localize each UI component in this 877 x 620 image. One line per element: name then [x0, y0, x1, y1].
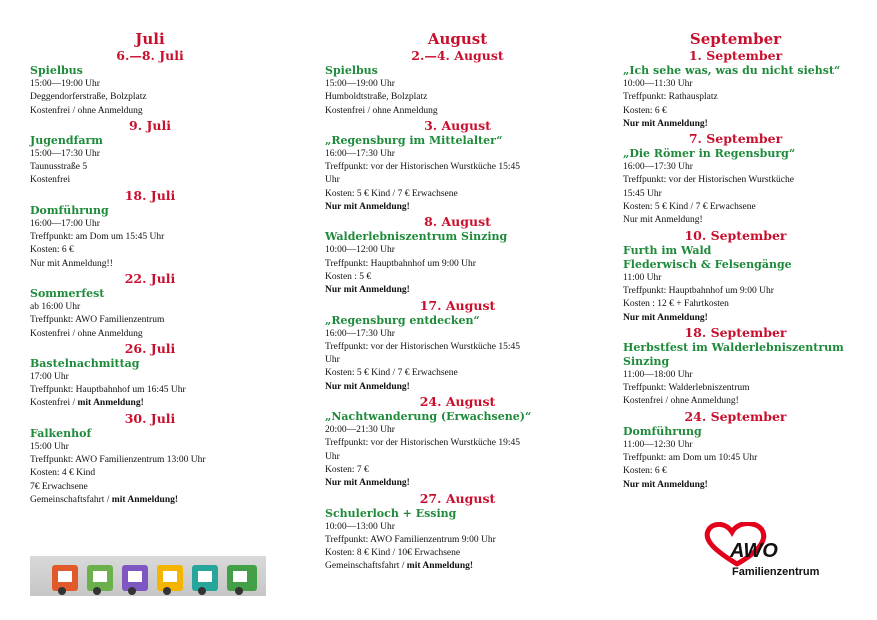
event-date: 26. Juli	[124, 340, 176, 356]
event-detail-line	[325, 148, 590, 161]
detail-text: Humboldtstraße, Bolzplatz	[325, 92, 428, 103]
event-date: 3. August	[424, 117, 491, 133]
event-detail-line	[30, 467, 270, 480]
detail-text: Kostenfrei / ohne Anmeldung	[30, 328, 143, 339]
detail-text: 15:45 Uhr	[623, 188, 662, 199]
event-detail-line	[325, 258, 590, 271]
detail-text: Treffpunkt: vor der Historischen Wurstküche 15:45	[325, 341, 520, 352]
event-detail-line	[623, 479, 848, 492]
detail-text: Treffpunkt: Hauptbahnhof um 9:00 Uhr	[623, 285, 774, 296]
event-detail-line	[623, 272, 848, 285]
event-detail-line	[325, 381, 590, 394]
detail-text: Kosten: 7 €	[325, 464, 369, 475]
event-title: Furth im Wald	[623, 243, 712, 257]
detail-text: Treffpunkt: vor der Historischen Wurstküche 15:45	[325, 162, 520, 173]
wagon-icon	[52, 565, 78, 591]
detail-text: Kosten: 4 € Kind	[30, 468, 96, 479]
detail-text: Treffpunkt: AWO Familienzentrum 13:00 Uhr	[30, 455, 206, 466]
detail-text: Uhr	[325, 355, 340, 366]
detail-text: 17:00 Uhr	[30, 371, 69, 382]
detail-text: Treffpunkt: AWO Familienzentrum	[30, 315, 165, 326]
detail-text: Uhr	[325, 175, 340, 186]
detail-text: Kosten : 12 € + Fahrtkosten	[623, 299, 729, 310]
event-detail-line	[325, 521, 590, 534]
event-detail-line	[30, 231, 270, 244]
event-detail-line	[325, 174, 590, 187]
detail-bold-text: mit Anmeldung!	[406, 561, 474, 572]
event-detail-line	[30, 91, 270, 104]
detail-text: Treffpunkt: am Dom um 15:45 Uhr	[30, 232, 165, 243]
event-title: Sommerfest	[30, 286, 105, 300]
event-detail-line	[325, 424, 590, 437]
event-title: „Nachtwanderung (Erwachsene)“	[325, 410, 532, 424]
detail-text: Treffpunkt: Rathausplatz	[623, 92, 718, 103]
event-detail-line	[623, 105, 848, 118]
event-detail-line	[325, 437, 590, 450]
detail-text: 11:00 Uhr	[623, 272, 662, 283]
detail-bold-text: mit Anmeldung!	[111, 494, 179, 505]
event-detail-line	[325, 201, 590, 214]
event-title: „Die Römer in Regensburg“	[623, 147, 796, 161]
event-detail-line	[30, 105, 270, 118]
detail-text: Kosten : 5 €	[325, 271, 372, 282]
event-detail-line	[623, 161, 848, 174]
event-title: Falkenhof	[30, 426, 92, 440]
event-detail-line	[623, 298, 848, 311]
detail-text: Taunusstraße 5	[30, 162, 88, 173]
event-detail-line	[623, 214, 848, 227]
detail-text: 10:00—11:30 Uhr	[623, 79, 693, 89]
detail-text: Treffpunkt: Hauptbahnhof um 9:00 Uhr	[325, 258, 476, 269]
detail-bold-text: Nur mit Anmeldung!	[325, 285, 410, 296]
event-title: „Ich sehe was, was du nicht siehst“	[623, 64, 841, 77]
event-detail-line	[325, 477, 590, 490]
detail-text: 15:00—19:00 Uhr	[30, 79, 100, 89]
event-title: Spielbus	[325, 64, 378, 77]
month-heading: Juli	[135, 30, 165, 48]
detail-text: Kosten: 6 €	[30, 245, 74, 256]
detail-text: Kostenfrei / ohne Anmeldung	[30, 105, 143, 116]
detail-text: Treffpunkt: Walderlebniszentrum	[623, 383, 750, 394]
event-detail-line	[623, 188, 848, 201]
detail-text: Kosten: 5 € Kind / 7 € Erwachsene	[325, 188, 458, 199]
event-title: Schulerloch + Essing	[325, 506, 457, 520]
detail-text: 20:00—21:30 Uhr	[325, 425, 395, 436]
detail-text: Kostenfrei / ohne Anmeldung!	[623, 396, 739, 407]
event-detail-line	[30, 328, 270, 341]
detail-text: Gemeinschaftsfahrt /	[325, 561, 407, 572]
event-detail-line	[325, 91, 590, 104]
event-title: Spielbus	[30, 64, 83, 77]
event-title: Walderlebniszentrum Sinzing	[325, 230, 508, 244]
detail-text: 10:00—12:00 Uhr	[325, 245, 395, 256]
detail-text: 7€ Erwachsene	[30, 481, 88, 492]
event-detail-line	[623, 285, 848, 298]
wagon-icon	[87, 565, 113, 591]
event-date: 24. September	[684, 408, 787, 424]
detail-bold-text: Nur mit Anmeldung!	[623, 312, 708, 323]
detail-text: Kostenfrei /	[30, 398, 78, 409]
awo-logo	[700, 522, 840, 582]
detail-text: Kosten: 6 €	[623, 466, 667, 477]
event-date: 27. August	[419, 490, 496, 506]
detail-bold-text: Nur mit Anmeldung!	[325, 202, 410, 213]
event-detail-line	[325, 244, 590, 257]
event-title: „Regensburg entdecken“	[325, 313, 480, 327]
event-detail-line	[623, 201, 848, 214]
logo-text: AWO	[730, 540, 778, 562]
logo-subtitle: Familienzentrum	[732, 566, 820, 578]
detail-text: 11:00—18:00 Uhr	[623, 369, 693, 380]
detail-text: Kosten: 8 € Kind / 10€ Erwachsene	[325, 548, 461, 559]
event-detail-line	[325, 534, 590, 547]
event-detail-line	[30, 78, 270, 91]
detail-text: 15:00—19:00 Uhr	[325, 79, 395, 89]
event-detail-line	[325, 161, 590, 174]
event-detail-line	[325, 78, 590, 91]
detail-text: 15:00—17:30 Uhr	[30, 148, 100, 159]
event-detail-line	[623, 452, 848, 465]
event-detail-line	[30, 494, 270, 507]
detail-text: 11:00—12:30 Uhr	[623, 439, 693, 450]
event-date: 22. Juli	[124, 270, 176, 286]
event-detail-line	[325, 354, 590, 367]
event-detail-line	[623, 382, 848, 395]
event-detail-line	[623, 312, 848, 325]
event-detail-line	[325, 451, 590, 464]
detail-text: ab 16:00 Uhr	[30, 301, 81, 312]
detail-text: Treffpunkt: AWO Familienzentrum 9:00 Uhr	[325, 534, 496, 545]
detail-text: Kostenfrei / ohne Anmeldung	[325, 105, 438, 116]
event-detail-line	[30, 174, 270, 187]
event-detail-line	[623, 369, 848, 382]
event-detail-line	[325, 188, 590, 201]
train-decoration-image	[30, 556, 266, 596]
detail-text: 16:00—17:30 Uhr	[325, 328, 395, 339]
column-juli	[30, 30, 270, 507]
detail-text: Uhr	[325, 451, 340, 462]
event-date: 8. August	[424, 214, 491, 230]
event-detail-line	[30, 384, 270, 397]
event-detail-line	[623, 465, 848, 478]
event-date: 10. September	[684, 227, 787, 243]
event-date: 1. September	[688, 48, 783, 63]
event-title: „Regensburg im Mittelalter“	[325, 133, 503, 147]
event-detail-line	[30, 481, 270, 494]
event-detail-line	[325, 271, 590, 284]
detail-text: Kostenfrei	[30, 175, 71, 186]
event-detail-line	[623, 439, 848, 452]
event-detail-line	[325, 284, 590, 297]
detail-text: Nur mit Anmeldung!	[623, 215, 703, 226]
detail-text: Kosten: 5 € Kind / 7 € Erwachsene	[623, 202, 756, 213]
event-title-line2: Sinzing	[623, 354, 670, 368]
locomotive-icon	[227, 565, 257, 591]
detail-bold-text: mit Anmeldung!	[77, 398, 144, 409]
event-detail-line	[325, 464, 590, 477]
detail-bold-text: Nur mit Anmeldung!	[623, 479, 708, 490]
detail-text: Kosten: 6 €	[623, 105, 667, 116]
event-detail-line	[30, 258, 270, 271]
event-title: Domführung	[623, 424, 702, 438]
detail-bold-text: Nur mit Anmeldung!	[325, 478, 410, 489]
detail-text: Treffpunkt: vor der Historischen Wurstküche	[623, 175, 794, 186]
month-heading: August	[427, 30, 488, 48]
event-date: 18. September	[684, 324, 787, 340]
event-detail-line	[325, 341, 590, 354]
event-detail-line	[325, 547, 590, 560]
detail-text: 10:00—13:00 Uhr	[325, 521, 395, 532]
event-detail-line	[623, 118, 848, 131]
detail-text: 16:00—17:30 Uhr	[325, 148, 395, 159]
event-title: Bastelnachmittag	[30, 356, 140, 370]
event-date: 30. Juli	[124, 410, 176, 426]
event-detail-line	[30, 314, 270, 327]
event-detail-line	[30, 371, 270, 384]
detail-text: Deggendorferstraße, Bolzplatz	[30, 92, 147, 103]
event-detail-line	[325, 328, 590, 341]
event-title: Jugendfarm	[30, 133, 103, 147]
event-detail-line	[30, 244, 270, 257]
detail-bold-text: Nur mit Anmeldung!	[623, 118, 708, 129]
event-detail-line	[30, 148, 270, 161]
event-date: 2.—4. August	[411, 48, 504, 63]
event-date: 17. August	[419, 297, 496, 313]
event-title-line2: Flederwisch & Felsengänge	[623, 257, 792, 271]
column-august	[325, 30, 590, 574]
event-detail-line	[623, 174, 848, 187]
event-title: Domführung	[30, 203, 109, 217]
event-date: 24. August	[419, 394, 496, 410]
wagon-icon	[122, 565, 148, 591]
event-detail-line	[623, 91, 848, 104]
event-date: 18. Juli	[124, 187, 176, 203]
wagon-icon	[192, 565, 218, 591]
event-date: 9. Juli	[129, 117, 171, 133]
event-detail-line	[325, 367, 590, 380]
detail-text: Treffpunkt: Hauptbahnhof um 16:45 Uhr	[30, 385, 186, 396]
event-detail-line	[30, 397, 270, 410]
detail-bold-text: Nur mit Anmeldung!	[325, 381, 410, 392]
event-date: 6.—8. Juli	[116, 48, 184, 63]
event-detail-line	[623, 395, 848, 408]
event-detail-line	[325, 560, 590, 573]
column-september	[623, 30, 848, 492]
event-detail-line	[30, 301, 270, 314]
event-title: Herbstfest im Walderlebniszentrum	[623, 340, 844, 354]
detail-text: Nur mit Anmeldung!!	[30, 258, 113, 269]
wagon-icon	[157, 565, 183, 591]
detail-text: Gemeinschaftsfahrt /	[30, 494, 112, 505]
detail-text: Treffpunkt: vor der Historischen Wurstküche 19:45	[325, 438, 520, 449]
event-detail-line	[30, 218, 270, 231]
detail-text: 16:00—17:00 Uhr	[30, 218, 100, 229]
event-detail-line	[623, 78, 848, 91]
detail-text: 16:00—17:30 Uhr	[623, 162, 693, 173]
month-heading: September	[689, 30, 782, 48]
event-detail-line	[325, 105, 590, 118]
detail-text: 15:00 Uhr	[30, 441, 69, 452]
detail-text: Treffpunkt: am Dom um 10:45 Uhr	[623, 453, 758, 464]
detail-text: Kosten: 5 € Kind / 7 € Erwachsene	[325, 368, 458, 379]
event-detail-line	[30, 454, 270, 467]
event-detail-line	[30, 161, 270, 174]
event-date: 7. September	[688, 131, 783, 147]
event-detail-line	[30, 441, 270, 454]
